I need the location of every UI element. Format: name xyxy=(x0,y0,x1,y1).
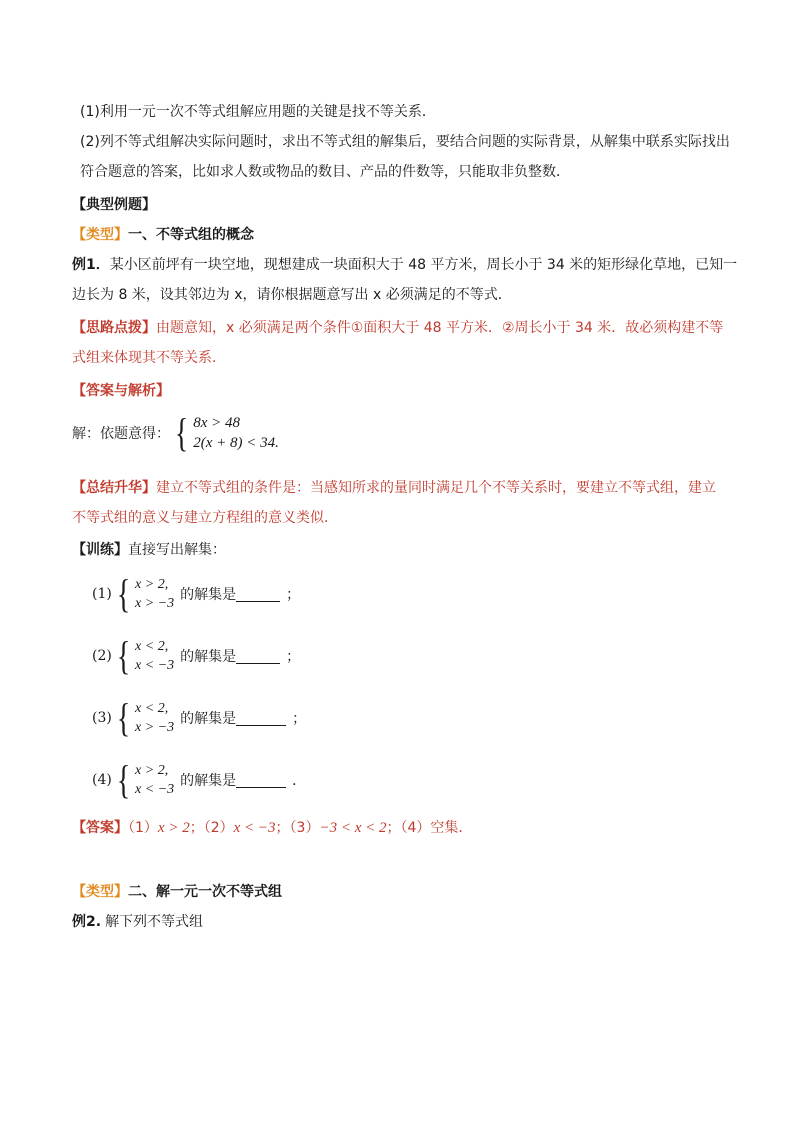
exercise-rows xyxy=(135,761,174,799)
exercise-rows xyxy=(135,637,174,675)
summary-tag: 【总结升华】 xyxy=(72,480,156,496)
solution-rows xyxy=(193,413,279,453)
solution-prefix: 解：依题意得： xyxy=(72,426,170,442)
answer-blank xyxy=(236,587,280,602)
exercise-label: (1) xyxy=(92,586,112,602)
section-typical-examples: 【典型例题】 xyxy=(72,197,156,213)
exercise-tail: 的解集是 xyxy=(180,711,237,727)
answer-sep-3: ； xyxy=(386,820,401,836)
example-2-text: 解下列不等式组 xyxy=(105,914,204,930)
example-1-label: 例1． xyxy=(72,257,110,273)
exercise-row-1: x > 2, xyxy=(135,763,169,778)
training-text: 直接写出解集： xyxy=(128,542,226,558)
summary-line-2: 不等式组的意义与建立方程组的意义类似． xyxy=(72,510,338,526)
answer-blank xyxy=(236,711,286,726)
exercise-2 xyxy=(92,633,301,678)
example-2-label: 例2. xyxy=(72,914,102,930)
training-tag: 【训练】 xyxy=(72,542,128,558)
brace-icon: { xyxy=(174,410,189,455)
exercise-tail: 的解集是 xyxy=(180,773,237,789)
hint-line-2: 式组来体现其不等关系． xyxy=(72,350,226,366)
point-2-line-1: (2)列不等式组解决实际问题时，求出不等式组的解集后，要结合问题的实际背景，从解集中联系实际找出 xyxy=(80,134,730,150)
answer-sep-2: ； xyxy=(275,820,290,836)
type-1-tag: 【类型】 xyxy=(72,227,128,243)
exercise-rows xyxy=(135,699,174,737)
exercise-4 xyxy=(92,757,307,802)
answer-1-label: （1） xyxy=(128,820,158,836)
exercise-row-1: x > 2, xyxy=(135,577,169,592)
exercise-row-1: x < 2, xyxy=(135,639,169,654)
exercise-end: ； xyxy=(286,649,301,665)
answer-4: （4）空集． xyxy=(400,820,473,836)
exercise-rows xyxy=(135,575,174,613)
summary-text-1: 建立不等式组的条件是：当感知所求的量同时满足几个不等关系时，要建立不等式组，建立 xyxy=(156,480,716,496)
type-2-heading xyxy=(72,882,282,902)
exercise-row-2: x > −3 xyxy=(135,720,175,735)
exercise-end: ． xyxy=(292,773,307,789)
training-line xyxy=(72,540,226,560)
answer-1-math: x > 2 xyxy=(157,820,190,836)
brace-icon: { xyxy=(116,571,131,616)
example-1-text-1: 某小区前坪有一块空地，现想建成一块面积大于 48 平方米，周长小于 34 米的矩形绿化草地，已知一 xyxy=(109,257,738,273)
type-2-title: 二、解一元一次不等式组 xyxy=(128,884,282,900)
hint-tag: 【思路点拨】 xyxy=(72,320,156,336)
point-2-line-2: 符合题意的答案，比如求人数或物品的数目、产品的件数等，只能取非负整数． xyxy=(80,164,570,180)
solution-eq-1: 8x > 48 xyxy=(193,415,240,431)
answer-tag: 【答案】 xyxy=(72,820,128,836)
answer-analysis-tag: 【答案与解析】 xyxy=(72,383,170,399)
type-1-heading xyxy=(72,225,254,245)
answer-sep-1: ； xyxy=(189,820,204,836)
exercise-tail: 的解集是 xyxy=(180,649,237,665)
exercise-row-2: x > −3 xyxy=(135,596,175,611)
exercise-label: (3) xyxy=(92,710,112,726)
answer-2-math: x < −3 xyxy=(233,820,276,836)
answer-3-math: −3 < x < 2 xyxy=(319,820,387,836)
hint-text-1: 由题意知，x 必须满足两个条件①面积大于 48 平方米．②周长小于 34 米．故必须构建不等 xyxy=(156,320,724,336)
answer-2-label: （2） xyxy=(203,820,234,836)
point-1: (1)利用一元一次不等式组解应用题的关键是找不等关系． xyxy=(80,104,436,120)
exercise-end: ； xyxy=(286,587,301,603)
answer-line xyxy=(72,818,472,838)
type-1-title: 一、不等式组的概念 xyxy=(128,227,254,243)
exercise-label: (2) xyxy=(92,648,112,664)
brace-icon: { xyxy=(116,757,131,802)
exercise-3 xyxy=(92,695,307,740)
answer-3-label: （3） xyxy=(289,820,320,836)
exercise-1 xyxy=(92,571,301,616)
exercise-row-1: x < 2, xyxy=(135,701,169,716)
example-1-line-2: 边长为 8 米，设其邻边为 x，请你根据题意写出 x 必须满足的不等式． xyxy=(72,287,512,303)
solution-system xyxy=(72,410,279,455)
solution-eq-2: 2(x + 8) < 34. xyxy=(193,435,279,451)
example-2-line xyxy=(72,912,203,932)
example-1-line-1 xyxy=(72,255,737,275)
exercise-row-2: x < −3 xyxy=(135,782,175,797)
exercise-end: ； xyxy=(292,711,307,727)
hint-line-1 xyxy=(72,318,723,338)
type-2-tag: 【类型】 xyxy=(72,884,128,900)
brace-icon: { xyxy=(116,633,131,678)
exercise-tail: 的解集是 xyxy=(180,587,237,603)
exercise-row-2: x < −3 xyxy=(135,658,175,673)
answer-blank xyxy=(236,773,286,788)
brace-icon: { xyxy=(116,695,131,740)
exercise-label: (4) xyxy=(92,772,112,788)
summary-line-1 xyxy=(72,478,716,498)
answer-blank xyxy=(236,649,280,664)
